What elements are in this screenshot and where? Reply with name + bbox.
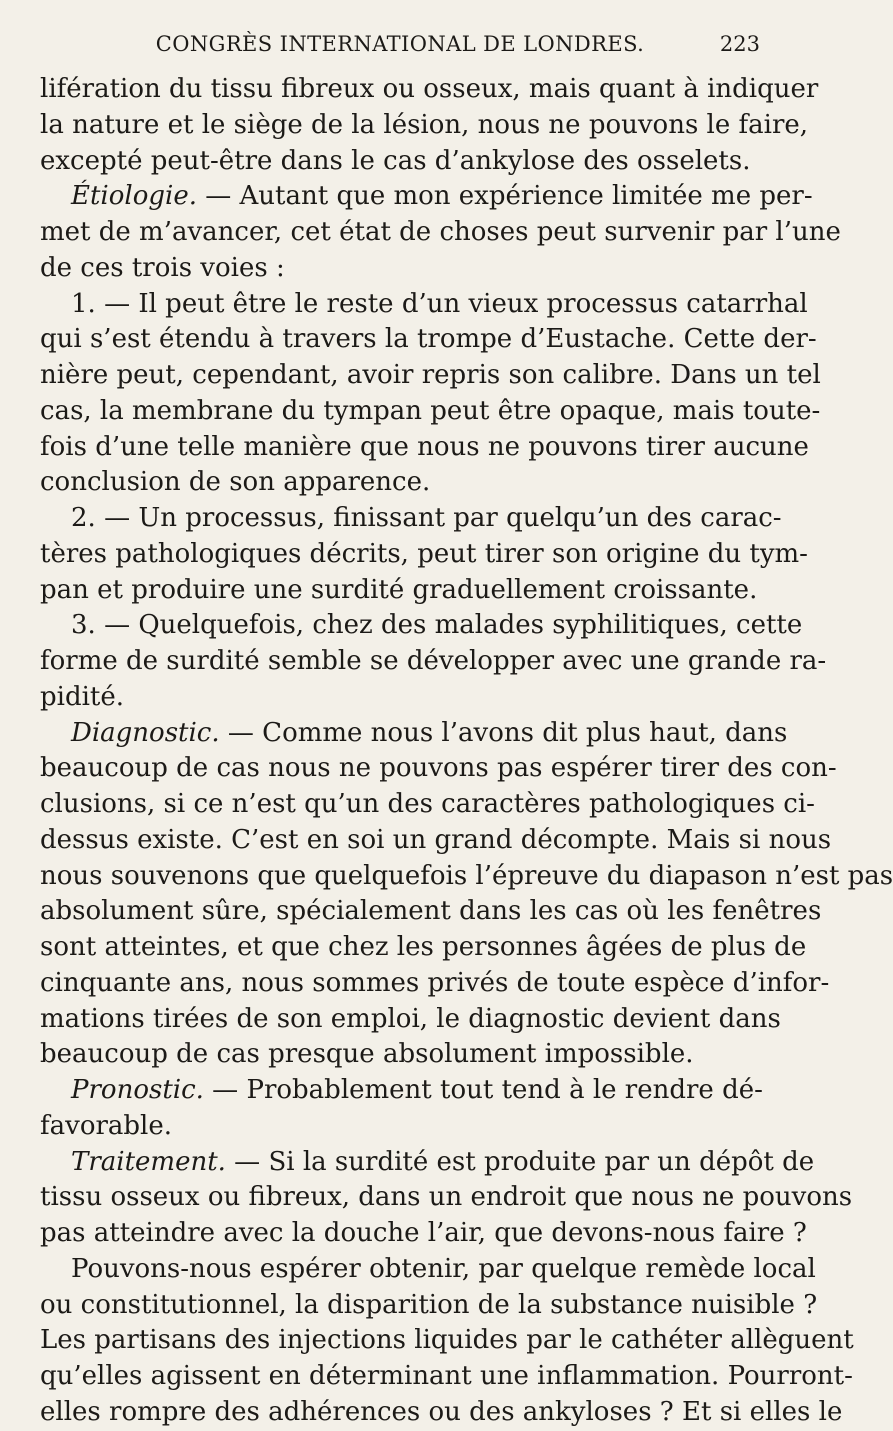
text-line — [40, 108, 809, 144]
section-heading: Traitement. — [71, 1146, 226, 1177]
line-text: ou constitutionnel, la disparition de la substance nuisible ? — [40, 1289, 818, 1320]
text-line — [40, 287, 808, 323]
text-line — [40, 1109, 760, 1145]
line-text: absolument sûre, spécialement dans les cas où les fenêtres — [40, 896, 822, 927]
text-line — [40, 930, 807, 966]
line-text: — Probablement tout tend à le rendre dé- — [203, 1075, 763, 1105]
text-line — [40, 1180, 853, 1216]
line-text: qui s’est étendu à travers la trompe d’Eustache. Cette der- — [40, 324, 817, 355]
text-line — [40, 1395, 843, 1431]
line-text: pidité. — [40, 681, 125, 712]
line-text: nous souvenons que quelquefois l’épreuve du diapason n’est pas — [40, 860, 893, 891]
text-line — [40, 501, 782, 537]
line-text: qu’elles agissent en déterminant une inflammation. Pourront- — [40, 1361, 853, 1391]
line-text: la nature et le siège de la lésion, nous ne pouvons le faire, — [40, 109, 809, 140]
text-line — [40, 608, 803, 644]
text-line — [40, 1216, 807, 1252]
line-text: met de m’avancer, cet état de choses peut survenir par l’une — [40, 217, 841, 247]
text-line — [40, 751, 837, 787]
text-line — [40, 573, 760, 609]
line-text: clusions, si ce n’est qu’un des caractères pathologiques ci- — [40, 789, 815, 819]
line-text: cinquante ans, nous sommes privés de toute espèce d’infor- — [40, 967, 830, 998]
text-line — [40, 1037, 760, 1073]
line-text: 3. — Quelquefois, chez des malades syphilitiques, cette — [71, 610, 803, 641]
text-line — [40, 1145, 815, 1181]
section-heading: Diagnostic. — [71, 717, 220, 748]
line-text: beaucoup de cas presque absolument impossible. — [40, 1039, 694, 1070]
text-line — [40, 144, 760, 180]
line-text: cas, la membrane du tympan peut être opaque, mais toute- — [40, 395, 821, 426]
text-line — [40, 465, 760, 501]
line-text: Les partisans des injections liquides par le cathéter allèguent — [40, 1325, 854, 1356]
line-text: tères pathologiques décrits, peut tirer son origine du tym- — [40, 538, 808, 569]
section-heading: Pronostic. — [71, 1075, 204, 1105]
text-line — [40, 1073, 763, 1109]
page-number: 223 — [719, 32, 760, 56]
text-line — [40, 1359, 853, 1395]
text-line — [40, 644, 827, 680]
text-line — [40, 251, 760, 287]
line-text: beaucoup de cas nous ne pouvons pas espérer tirer des con- — [40, 753, 837, 784]
line-text: — Autant que mon expérience limitée me per- — [196, 181, 813, 212]
section-heading: Étiologie. — [71, 181, 197, 212]
line-text: sont atteintes, et que chez les personnes âgées de plus de — [40, 932, 807, 962]
line-text: nière peut, cependant, avoir repris son calibre. Dans un tel — [40, 360, 821, 390]
line-text: tissu osseux ou fibreux, dans un endroit que nous ne pouvons — [40, 1182, 853, 1213]
text-line — [40, 823, 832, 859]
line-text: pan et produire une surdité graduellement croissante. — [40, 574, 758, 605]
text-line — [40, 215, 841, 251]
line-text: 1. — Il peut être le reste d’un vieux processus catarrhal — [71, 288, 808, 319]
text-line — [40, 1002, 781, 1038]
line-text: — Comme nous l’avons dit plus haut, dans — [219, 717, 788, 748]
text-line — [40, 72, 819, 108]
text-line — [40, 787, 815, 823]
line-text: dessus existe. C’est en soi un grand décompte. Mais si nous — [40, 824, 832, 855]
text-line — [40, 1288, 818, 1324]
text-line — [40, 430, 809, 466]
line-text: lifération du tissu fibreux ou osseux, mais quant à indiquer — [40, 74, 819, 104]
text-line — [40, 966, 830, 1002]
text-line — [40, 537, 808, 573]
text-line — [40, 179, 813, 215]
line-text: — Si la surdité est produite par un dépôt de — [225, 1146, 815, 1177]
text-line — [40, 859, 893, 895]
running-title: CONGRÈS INTERNATIONAL DE LONDRES. — [155, 32, 645, 56]
text-line — [40, 716, 788, 752]
line-text: 2. — Un processus, finissant par quelqu’un des carac- — [71, 503, 782, 533]
line-text: mations tirées de son emploi, le diagnostic devient dans — [40, 1003, 781, 1034]
text-line — [40, 394, 821, 430]
text-line — [40, 322, 817, 358]
line-text: favorable. — [40, 1110, 173, 1141]
body-text — [40, 72, 893, 1431]
line-text: conclusion de son apparence. — [40, 467, 431, 498]
line-text: Pouvons-nous espérer obtenir, par quelque remède local — [71, 1253, 816, 1284]
line-text: pas atteindre avec la douche l’air, que devons-nous faire ? — [40, 1218, 807, 1248]
line-text: excepté peut-être dans le cas d’ankylose des osselets. — [40, 145, 751, 176]
text-line — [40, 894, 822, 930]
text-line — [40, 680, 760, 716]
line-text: de ces trois voies : — [40, 252, 285, 283]
text-line — [40, 358, 821, 394]
line-text: forme de surdité semble se développer avec une grande ra- — [40, 646, 827, 676]
line-text: fois d’une telle manière que nous ne pouvons tirer aucune — [40, 431, 809, 462]
text-line — [40, 1252, 816, 1288]
line-text: elles rompre des adhérences ou des ankyloses ? Et si elles le — [40, 1396, 843, 1427]
page-header — [40, 32, 760, 64]
text-line — [40, 1323, 854, 1359]
